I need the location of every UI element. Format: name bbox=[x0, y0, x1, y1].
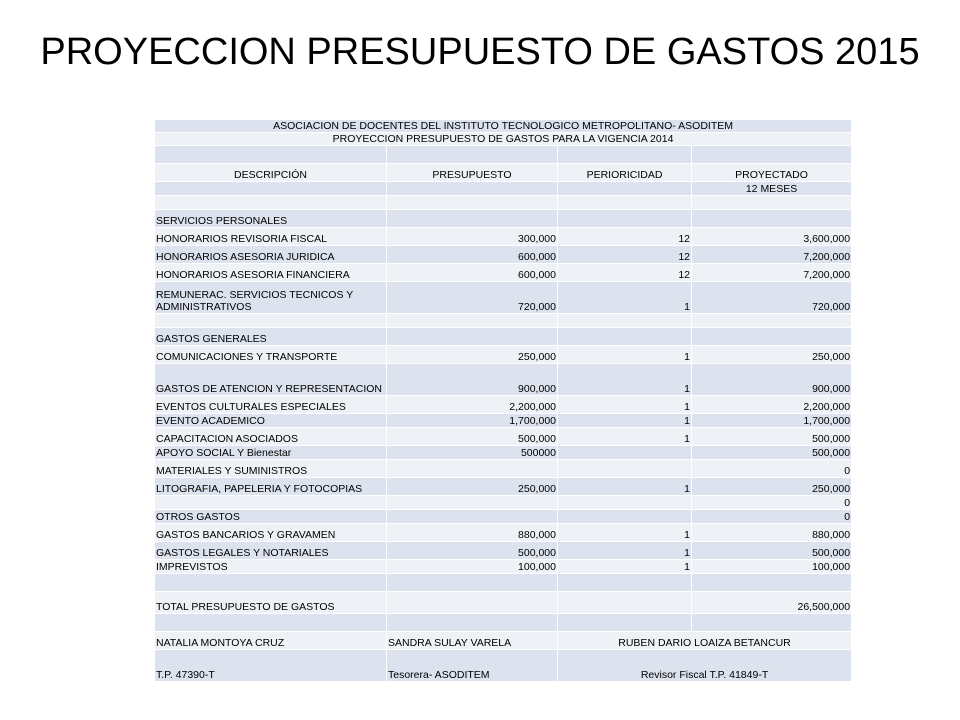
table-cell bbox=[387, 510, 558, 524]
table-cell: 2,200,000 bbox=[387, 396, 558, 414]
table-cell: 7,200,000 bbox=[692, 246, 852, 264]
table-cell bbox=[692, 196, 852, 210]
table-cell: 600,000 bbox=[387, 246, 558, 264]
table-row bbox=[155, 524, 852, 542]
table-row bbox=[155, 460, 852, 478]
table-cell: 500,000 bbox=[387, 428, 558, 446]
table-cell: 880,000 bbox=[692, 524, 852, 542]
table-cell bbox=[558, 328, 692, 346]
table-row bbox=[155, 428, 852, 446]
table-cell: 12 bbox=[558, 246, 692, 264]
table-cell: OTROS GASTOS bbox=[155, 510, 387, 524]
table-cell: IMPREVISTOS bbox=[155, 560, 387, 574]
table-cell: MATERIALES Y SUMINISTROS bbox=[155, 460, 387, 478]
table-cell: EVENTO ACADEMICO bbox=[155, 414, 387, 428]
table-row bbox=[155, 632, 852, 650]
table-cell: 26,500,000 bbox=[692, 592, 852, 614]
table-cell: GASTOS LEGALES Y NOTARIALES bbox=[155, 542, 387, 560]
table-row bbox=[155, 120, 852, 133]
table-cell: 250,000 bbox=[387, 478, 558, 496]
table-cell bbox=[155, 574, 387, 592]
table-cell bbox=[692, 328, 852, 346]
table-cell: SERVICIOS PERSONALES bbox=[155, 210, 387, 228]
table-cell bbox=[387, 460, 558, 478]
table-cell: PROYECCION PRESUPUESTO DE GASTOS PARA LA VIGENCIA 2014 bbox=[155, 133, 852, 146]
table-cell: 880,000 bbox=[387, 524, 558, 542]
table-cell: 1 bbox=[558, 346, 692, 364]
table-cell: Tesorera- ASODITEM bbox=[387, 650, 558, 682]
table-cell bbox=[387, 196, 558, 210]
table-cell: 1 bbox=[558, 282, 692, 314]
table-cell: PROYECTADO bbox=[692, 164, 852, 182]
table-row bbox=[155, 346, 852, 364]
table-cell: HONORARIOS ASESORIA FINANCIERA bbox=[155, 264, 387, 282]
table-cell: 720,000 bbox=[387, 282, 558, 314]
table-cell: 900,000 bbox=[692, 364, 852, 396]
table-cell: 100,000 bbox=[387, 560, 558, 574]
table-cell bbox=[155, 496, 387, 510]
table-cell: DESCRIPCIÓN bbox=[155, 164, 387, 182]
table-row bbox=[155, 396, 852, 414]
table-cell bbox=[558, 182, 692, 196]
budget-table-body bbox=[155, 120, 852, 682]
table-cell bbox=[387, 614, 558, 632]
table-row bbox=[155, 592, 852, 614]
table-cell: ASOCIACION DE DOCENTES DEL INSTITUTO TECNOLOGICO METROPOLITANO- ASODITEM bbox=[155, 120, 852, 133]
table-cell bbox=[692, 146, 852, 164]
table-cell: 12 bbox=[558, 228, 692, 246]
table-cell bbox=[558, 460, 692, 478]
table-row bbox=[155, 314, 852, 328]
table-cell: 100,000 bbox=[692, 560, 852, 574]
table-cell bbox=[558, 510, 692, 524]
table-cell bbox=[692, 614, 852, 632]
table-cell bbox=[387, 574, 558, 592]
table-cell bbox=[558, 614, 692, 632]
table-row bbox=[155, 414, 852, 428]
table-cell: 1 bbox=[558, 428, 692, 446]
table-cell: T.P. 47390-T bbox=[155, 650, 387, 682]
table-cell: SANDRA SULAY VARELA bbox=[387, 632, 558, 650]
table-cell: 900,000 bbox=[387, 364, 558, 396]
table-cell: HONORARIOS ASESORIA JURIDICA bbox=[155, 246, 387, 264]
table-row bbox=[155, 282, 852, 314]
table-cell bbox=[558, 314, 692, 328]
table-cell: 0 bbox=[692, 510, 852, 524]
table-cell: 250,000 bbox=[692, 346, 852, 364]
table-cell bbox=[558, 496, 692, 510]
table-cell: 250,000 bbox=[692, 478, 852, 496]
table-row bbox=[155, 496, 852, 510]
table-row bbox=[155, 364, 852, 396]
table-cell bbox=[387, 182, 558, 196]
table-row bbox=[155, 614, 852, 632]
table-cell bbox=[692, 314, 852, 328]
table-cell bbox=[558, 592, 692, 614]
table-row bbox=[155, 146, 852, 164]
table-row bbox=[155, 264, 852, 282]
table-row bbox=[155, 560, 852, 574]
table-cell bbox=[558, 146, 692, 164]
table-cell: 250,000 bbox=[387, 346, 558, 364]
table-cell bbox=[387, 592, 558, 614]
table-row bbox=[155, 478, 852, 496]
table-cell: 1,700,000 bbox=[692, 414, 852, 428]
table-cell bbox=[387, 210, 558, 228]
table-cell bbox=[387, 496, 558, 510]
table-cell: LITOGRAFIA, PAPELERIA Y FOTOCOPIAS bbox=[155, 478, 387, 496]
table-row bbox=[155, 182, 852, 196]
table-cell: 500,000 bbox=[387, 542, 558, 560]
table-cell bbox=[387, 314, 558, 328]
table-cell: 1 bbox=[558, 560, 692, 574]
table-cell bbox=[558, 196, 692, 210]
table-cell: APOYO SOCIAL Y Bienestar bbox=[155, 446, 387, 460]
table-cell: 500,000 bbox=[692, 446, 852, 460]
table-cell bbox=[692, 574, 852, 592]
budget-table bbox=[154, 119, 852, 682]
table-cell: 1,700,000 bbox=[387, 414, 558, 428]
table-cell: GASTOS GENERALES bbox=[155, 328, 387, 346]
table-cell: CAPACITACION ASOCIADOS bbox=[155, 428, 387, 446]
table-cell: PERIORICIDAD bbox=[558, 164, 692, 182]
table-row bbox=[155, 650, 852, 682]
table-row bbox=[155, 446, 852, 460]
table-cell: NATALIA MONTOYA CRUZ bbox=[155, 632, 387, 650]
table-cell bbox=[387, 328, 558, 346]
table-cell: 1 bbox=[558, 478, 692, 496]
table-cell: COMUNICACIONES Y TRANSPORTE bbox=[155, 346, 387, 364]
table-cell: 1 bbox=[558, 396, 692, 414]
table-row bbox=[155, 228, 852, 246]
table-cell: 7,200,000 bbox=[692, 264, 852, 282]
slide-title: PROYECCION PRESUPUESTO DE GASTOS 2015 bbox=[40, 31, 920, 73]
table-cell: EVENTOS CULTURALES ESPECIALES bbox=[155, 396, 387, 414]
table-cell: 3,600,000 bbox=[692, 228, 852, 246]
table-row bbox=[155, 133, 852, 146]
table-cell: 1 bbox=[558, 414, 692, 428]
table-cell bbox=[692, 210, 852, 228]
table-cell: Revisor Fiscal T.P. 41849-T bbox=[558, 650, 852, 682]
table-row bbox=[155, 196, 852, 210]
table-cell: 600,000 bbox=[387, 264, 558, 282]
table-row bbox=[155, 542, 852, 560]
table-cell: 720,000 bbox=[692, 282, 852, 314]
table-cell bbox=[155, 146, 387, 164]
table-row bbox=[155, 164, 852, 182]
table-cell: RUBEN DARIO LOAIZA BETANCUR bbox=[558, 632, 852, 650]
table-cell bbox=[155, 182, 387, 196]
table-cell: 1 bbox=[558, 542, 692, 560]
table-cell: 1 bbox=[558, 364, 692, 396]
table-cell bbox=[558, 446, 692, 460]
table-row bbox=[155, 246, 852, 264]
table-cell bbox=[558, 574, 692, 592]
table-cell: TOTAL PRESUPUESTO DE GASTOS bbox=[155, 592, 387, 614]
table-cell bbox=[387, 146, 558, 164]
table-cell: GASTOS BANCARIOS Y GRAVAMEN bbox=[155, 524, 387, 542]
table-cell bbox=[155, 314, 387, 328]
table-cell: 300,000 bbox=[387, 228, 558, 246]
table-cell bbox=[155, 614, 387, 632]
table-cell: REMUNERAC. SERVICIOS TECNICOS Y ADMINISTRATIVOS bbox=[155, 282, 387, 314]
table-cell: PRESUPUESTO bbox=[387, 164, 558, 182]
table-cell: 500000 bbox=[387, 446, 558, 460]
table-cell bbox=[155, 196, 387, 210]
table-cell: 12 MESES bbox=[692, 182, 852, 196]
table-cell bbox=[558, 210, 692, 228]
table-cell: 0 bbox=[692, 496, 852, 510]
table-cell: 2,200,000 bbox=[692, 396, 852, 414]
table-cell: 500,000 bbox=[692, 428, 852, 446]
table-cell: 0 bbox=[692, 460, 852, 478]
table-cell: 12 bbox=[558, 264, 692, 282]
table-row bbox=[155, 328, 852, 346]
table-cell: 1 bbox=[558, 524, 692, 542]
table-row bbox=[155, 210, 852, 228]
table-cell: HONORARIOS REVISORIA FISCAL bbox=[155, 228, 387, 246]
table-cell: 500,000 bbox=[692, 542, 852, 560]
table-cell: GASTOS DE ATENCION Y REPRESENTACION bbox=[155, 364, 387, 396]
table-row bbox=[155, 510, 852, 524]
table-row bbox=[155, 574, 852, 592]
